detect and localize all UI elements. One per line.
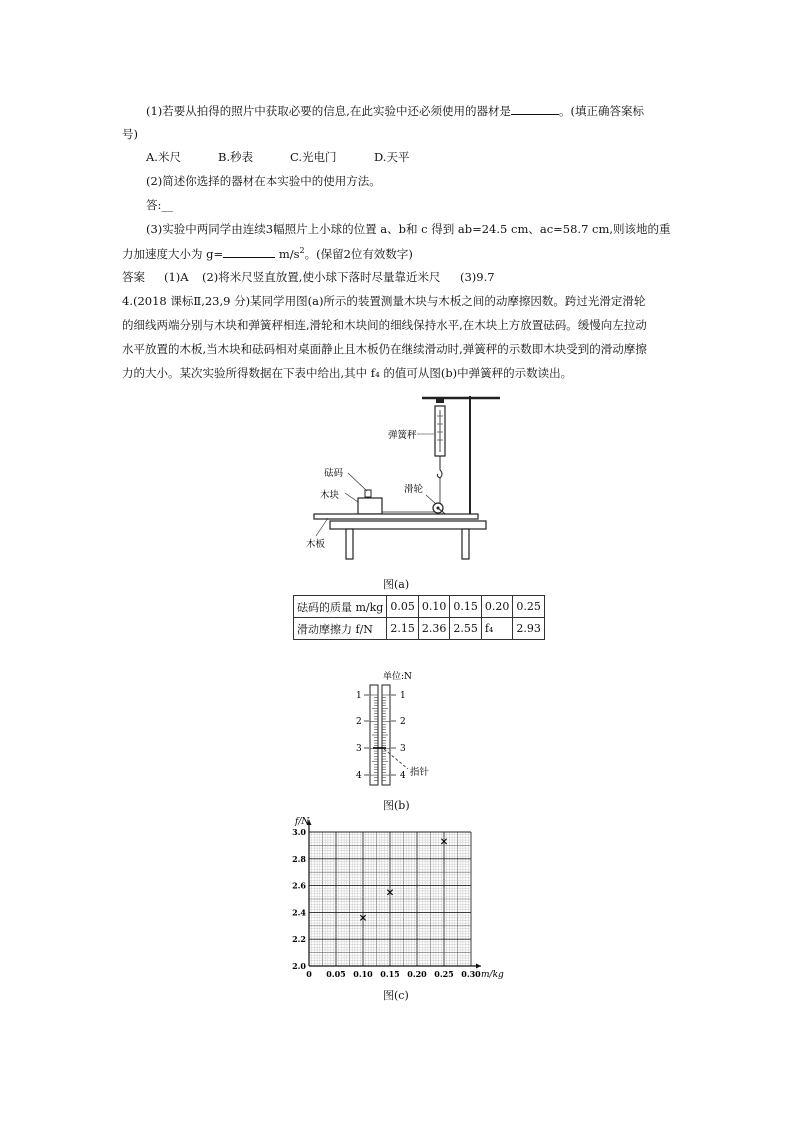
p4-line3: 水平放置的木板,当木块和砝码相对桌面静止且木板仍在继续滑动时,弹簧秤的示数即木块受到的滑动摩擦 <box>122 342 647 356</box>
table-row <box>294 618 545 640</box>
label-weight: 砝码 <box>324 468 344 479</box>
table-cell: 2.36 <box>418 618 450 640</box>
scale-label-left: 4 <box>356 771 362 781</box>
label-spring-scale: 弹簧秤 <box>388 430 417 441</box>
x-arrow-icon <box>476 964 481 969</box>
p4-line1: 4.(2018 课标Ⅱ,23,9 分)某同学用图(a)所示的装置测量木块与木板之间的动摩擦因数。跨过光滑定滑轮 <box>122 294 646 308</box>
x-tick-label: 0.05 <box>326 969 346 979</box>
y-tick-label: 2.0 <box>292 961 306 971</box>
figure-c-caption: 图(c) <box>383 989 409 1002</box>
answer-1: (1)A <box>164 270 189 284</box>
q1-text: (1)若要从拍得的照片中获取必要的信息,在此实验中还必须使用的器材是 <box>146 104 511 118</box>
table-header-friction: 滑动摩擦力 f/N <box>294 618 387 640</box>
weight <box>365 490 371 497</box>
p4-line2: 的细线两端分别与木块和弹簧秤相连,滑轮和木块间的细线保持水平,在木块上方放置砝码。缓慢向左拉动 <box>122 318 647 332</box>
scale-label-right: 2 <box>400 717 406 727</box>
table-cell: 0.20 <box>481 596 513 618</box>
data-table <box>293 595 545 640</box>
figure-b-scale <box>340 665 450 795</box>
x-axis-label: m/kg <box>481 970 504 980</box>
table-cell: 0.10 <box>418 596 450 618</box>
answer-2: (2)将米尺竖直放置,使小球下落时尽量靠近米尺 <box>202 270 441 284</box>
label-pulley: 滑轮 <box>404 484 424 495</box>
scale-label-left: 2 <box>356 717 362 727</box>
table-leg-right <box>462 529 469 559</box>
table-cell: 0.15 <box>450 596 482 618</box>
y-tick-label: 2.6 <box>292 880 306 891</box>
y-tick-label: 3.0 <box>292 827 306 837</box>
x-tick-label: 0.30 <box>461 969 481 979</box>
x-tick-label: 0.10 <box>353 969 373 979</box>
label-board: 木板 <box>306 539 326 550</box>
q3-text-end: 。(保留2位有效数字) <box>304 247 413 261</box>
chart-grid <box>309 832 471 966</box>
scale-label-right: 1 <box>400 691 406 701</box>
option-c: C.光电门 <box>290 150 337 164</box>
q2-answer-blank: __ <box>161 198 173 212</box>
y-tick-label: 2.8 <box>292 853 306 864</box>
table-cell: 2.55 <box>450 618 482 640</box>
q2-text: (2)简述你选择的器材在本实验中的使用方法。 <box>146 174 381 188</box>
option-b: B.秒表 <box>218 150 254 164</box>
table-header-mass: 砝码的质量 m/kg <box>294 596 387 618</box>
table-cell: 0.25 <box>513 596 545 618</box>
y-tick-label: 2.4 <box>292 907 306 918</box>
chart-tick-labels <box>292 827 481 979</box>
x-tick-label: 0.15 <box>380 969 400 979</box>
table-cell: 0.05 <box>387 596 419 618</box>
y-tick-label: 2.2 <box>292 934 306 945</box>
figure-c-chart <box>285 812 515 984</box>
x-tick-label: 0.25 <box>434 969 454 979</box>
q1-line1 <box>146 102 644 119</box>
figure-b-caption: 图(b) <box>383 799 410 812</box>
q3-unit: m/s <box>278 247 300 261</box>
q2-answer <box>146 197 173 213</box>
option-d: D.天平 <box>374 150 410 164</box>
table-cell: 2.93 <box>513 618 545 640</box>
answers-row <box>122 269 495 285</box>
q1-text-end: 。(填正确答案标 <box>558 104 644 118</box>
figure-a-apparatus <box>300 390 500 565</box>
table-cell: f₄ <box>481 618 513 640</box>
q1-options <box>146 149 409 165</box>
table-top <box>330 521 486 529</box>
answer-3: (3)9.7 <box>460 270 495 284</box>
answers-label: 答案 <box>122 270 145 284</box>
q3-text: 力加速度大小为 g= <box>122 247 224 261</box>
pointer-label: 指针 <box>410 767 430 778</box>
p4-line4: 力的大小。某次实验所得数据在下表中给出,其中 f₄ 的值可从图(b)中弹簧秤的示数读出。 <box>122 366 573 380</box>
x-tick-label: 0.20 <box>407 969 427 979</box>
wooden-board <box>314 514 478 519</box>
q1-answer-blank[interactable] <box>511 102 559 115</box>
figure-a-caption: 图(a) <box>383 578 410 591</box>
wood-block <box>358 498 382 514</box>
scale-label-left: 1 <box>356 691 362 701</box>
stand-clamp <box>436 398 444 403</box>
unit-label: 单位:N <box>383 672 412 682</box>
q3-unit-sup: 2 <box>299 246 305 256</box>
q3-answer-blank[interactable] <box>223 245 275 258</box>
label-block: 木块 <box>320 490 340 501</box>
hook-icon <box>437 470 442 478</box>
q3-line2 <box>122 245 413 262</box>
option-a: A.米尺 <box>146 150 181 164</box>
x-tick-label: 0 <box>306 969 312 979</box>
table-cell: 2.15 <box>387 618 419 640</box>
scale-label-right: 4 <box>400 771 406 781</box>
table-row <box>294 596 545 618</box>
table-leg-left <box>346 529 353 559</box>
scale-label-left: 3 <box>356 744 362 754</box>
y-axis-label: f/N <box>295 817 310 827</box>
q3-line1: (3)实验中两同学由连续3幅照片上小球的位置 a、b和 c 得到 ab=24.5 cm、ac=58.7 cm,则该地的重 <box>146 222 671 236</box>
answer-label: 答: <box>146 198 162 212</box>
scale-label-right: 3 <box>400 744 406 754</box>
q1-line2: 号) <box>122 127 138 141</box>
